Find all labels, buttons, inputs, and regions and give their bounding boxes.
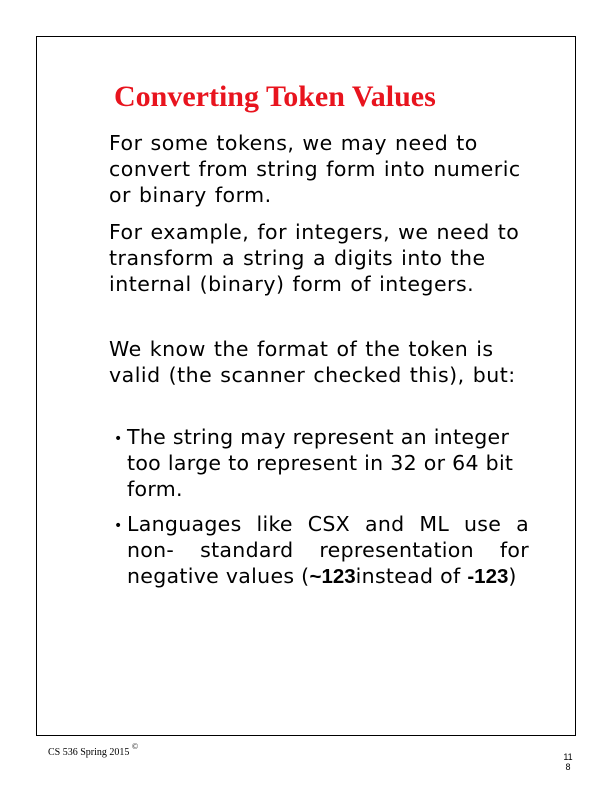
bullet-item-2 bbox=[127, 511, 529, 590]
footer-course: CS 536 Spring 2015 bbox=[48, 747, 130, 758]
footer-copyright: © bbox=[132, 742, 139, 751]
bullet-marker: • bbox=[114, 518, 123, 534]
page-number-line-1: 11 bbox=[563, 752, 573, 762]
paragraph-3: We know the format of the token is valid (the scanner checked this), but: bbox=[109, 337, 516, 387]
bullet-2-text-before: Languages like CSX and ML use a non- standard representation for negative values ( bbox=[127, 512, 529, 588]
bullet-2-text-middle: instead of bbox=[355, 564, 468, 588]
paragraph-2: For example, for integers, we need to transform a string a digits into the internal (binary) form of integers. bbox=[109, 220, 520, 296]
bullet-2-text-after: ) bbox=[508, 564, 517, 588]
paragraph-1: For some tokens, we may need to convert from string form into numeric or binary form. bbox=[109, 131, 521, 207]
bullet-item-1: The string may represent an integer too large to represent in 32 or 64 bit form. bbox=[127, 425, 514, 501]
slide-title: Converting Token Values bbox=[114, 80, 436, 113]
code-tilde-123: ~123 bbox=[309, 565, 356, 588]
page-number bbox=[558, 752, 578, 772]
bullet-marker: • bbox=[114, 431, 123, 447]
code-minus-123: -123 bbox=[467, 565, 509, 588]
page-number-line-2: 8 bbox=[565, 762, 571, 772]
